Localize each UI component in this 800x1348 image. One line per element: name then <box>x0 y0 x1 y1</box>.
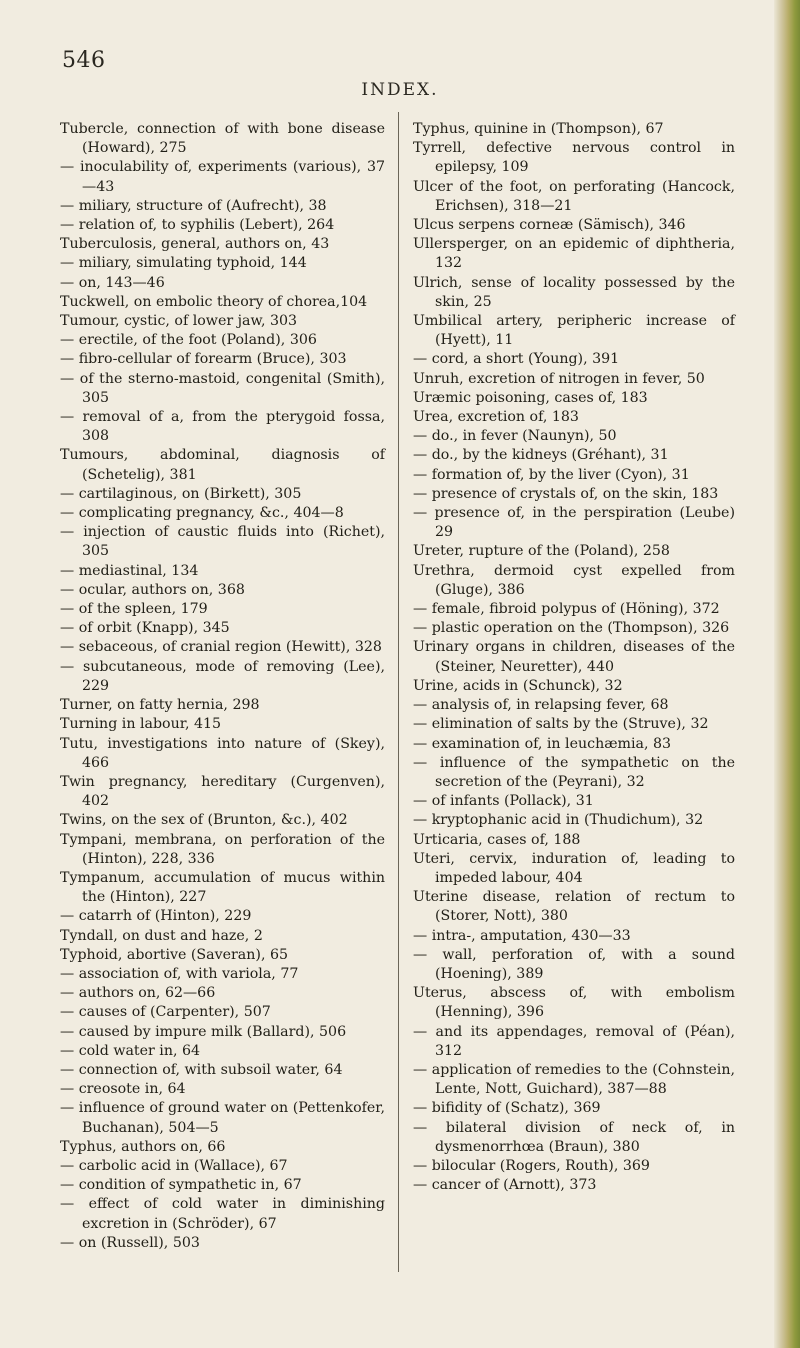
index-entry: — plastic operation on the (Thompson), 326 <box>413 620 730 637</box>
index-entry: — sebaceous, of cranial region (Hewitt), 328 <box>60 639 382 656</box>
index-entry: — association of, with variola, 77 <box>60 965 299 982</box>
index-entry: — effect of cold water in diminishing excretion in (Schröder), 67 <box>60 1196 385 1232</box>
index-entry: — caused by impure milk (Ballard), 506 <box>60 1023 347 1040</box>
index-entry: — of the sterno-mastoid, congenital (Smith), 305 <box>60 370 385 406</box>
page-number: 546 <box>62 48 106 73</box>
book-edge <box>774 0 800 1348</box>
index-entry: Typhoid, abortive (Saveran), 65 <box>60 946 289 963</box>
index-entry: — connection of, with subsoil water, 64 <box>60 1061 343 1078</box>
index-entry: Typhus, authors on, 66 <box>60 1138 226 1155</box>
index-entry: — cartilaginous, on (Birkett), 305 <box>60 485 302 502</box>
right-column <box>413 120 735 1195</box>
index-entry: Urinary organs in children, diseases of the (Steiner, Neuretter), 440 <box>413 639 735 675</box>
index-entry: Uterus, abscess of, with embolism (Henning), 396 <box>413 985 735 1021</box>
index-entry: — cold water in, 64 <box>60 1042 201 1059</box>
index-entry: — influence of ground water on (Pettenkofer, Buchanan), 504—5 <box>60 1100 385 1136</box>
index-entry: — intra-, amputation, 430—33 <box>413 927 631 944</box>
index-entry: Tumours, abdominal, diagnosis of (Schetelig), 381 <box>60 447 385 483</box>
index-entry: Tubercle, connection of with bone disease (Howard), 275 <box>60 121 385 157</box>
index-entry: — subcutaneous, mode of removing (Lee), 229 <box>60 658 385 694</box>
index-entry: Twins, on the sex of (Brunton, &c.), 402 <box>60 812 348 829</box>
index-entry: Tuckwell, on embolic theory of chorea,104 <box>60 293 368 310</box>
index-entry: — inoculability of, experiments (various), 37—43 <box>60 159 385 195</box>
index-entry: — presence of, in the perspiration (Leube) 29 <box>413 505 735 541</box>
index-entry: Typhus, quinine in (Thompson), 67 <box>413 121 664 137</box>
index-entry: — of infants (Pollack), 31 <box>413 793 594 810</box>
index-entry: — creosote in, 64 <box>60 1081 186 1098</box>
left-column <box>60 120 385 1253</box>
index-entry: Unruh, excretion of nitrogen in fever, 50 <box>413 370 705 387</box>
index-entry: — bilocular (Rogers, Routh), 369 <box>413 1157 650 1174</box>
index-entry: — do., by the kidneys (Gréhant), 31 <box>413 447 669 464</box>
index-entry: Turning in labour, 415 <box>60 716 222 733</box>
index-entry: — and its appendages, removal of (Péan), 312 <box>413 1023 735 1059</box>
index-entry: Uræmic poisoning, cases of, 183 <box>413 389 648 406</box>
index-entry: — miliary, structure of (Aufrecht), 38 <box>60 197 327 214</box>
index-entry: — application of remedies to the (Cohnstein, Lente, Nott, Guichard), 387—88 <box>413 1061 735 1098</box>
index-entry: Urticaria, cases of, 188 <box>413 831 581 848</box>
index-entry: — causes of (Carpenter), 507 <box>60 1004 271 1021</box>
index-entry: — erectile, of the foot (Poland), 306 <box>60 332 317 349</box>
index-entry: Tutu, investigations into nature of (Skey), 466 <box>60 735 385 771</box>
index-entry: Tympanum, accumulation of mucus within the (Hinton), 227 <box>60 869 385 906</box>
index-entry: Ullersperger, on an epidemic of diphtheria, 132 <box>413 236 735 272</box>
index-entry: — kryptophanic acid in (Thudichum), 32 <box>413 812 704 829</box>
index-entry: Ulcus serpens corneæ (Sämisch), 346 <box>413 217 686 234</box>
index-entry: Ureter, rupture of the (Poland), 258 <box>413 543 670 560</box>
index-entry: — presence of crystals of, on the skin, 183 <box>413 485 719 502</box>
index-entry: — catarrh of (Hinton), 229 <box>60 908 252 925</box>
index-entry: — mediastinal, 134 <box>60 562 199 579</box>
index-entry: — influence of the sympathetic on the secretion of the (Peyrani), 32 <box>413 754 735 790</box>
index-entry: Tympani, membrana, on perforation of the (Hinton), 228, 336 <box>60 831 385 867</box>
index-entry: — formation of, by the liver (Cyon), 31 <box>413 466 690 483</box>
index-entry: Tyrrell, defective nervous control in epilepsy, 109 <box>413 140 735 176</box>
index-entry: — fibro-cellular of forearm (Bruce), 303 <box>60 351 347 368</box>
index-entry: — removal of a, from the pterygoid fossa, 308 <box>60 409 385 445</box>
index-entry: — on (Russell), 503 <box>60 1234 200 1251</box>
index-entry: Urine, acids in (Schunck), 32 <box>413 677 623 694</box>
index-entry: — cancer of (Arnott), 373 <box>413 1177 597 1194</box>
index-entry: — on, 143—46 <box>60 274 165 291</box>
index-entry: — authors on, 62—66 <box>60 985 216 1002</box>
index-entry: Uterine disease, relation of rectum to (Storer, Nott), 380 <box>413 889 735 925</box>
index-entry: Twin pregnancy, hereditary (Curgenven), 402 <box>60 773 385 810</box>
index-entry: — complicating pregnancy, &c., 404—8 <box>60 505 344 522</box>
index-entry: — miliary, simulating typhoid, 144 <box>60 255 307 272</box>
index-entry: Tuberculosis, general, authors on, 43 <box>60 236 330 253</box>
index-entry: — relation of, to syphilis (Lebert), 264 <box>60 217 335 234</box>
index-entry: Umbilical artery, peripheric increase of (Hyett), 11 <box>413 313 735 349</box>
index-entry: Urethra, dermoid cyst expelled from (Gluge), 386 <box>413 562 735 598</box>
index-entry: — of the spleen, 179 <box>60 601 208 618</box>
index-entry: Urea, excretion of, 183 <box>413 409 579 426</box>
index-entry: Tumour, cystic, of lower jaw, 303 <box>60 313 298 330</box>
column-divider <box>398 112 399 1272</box>
index-entry: — cord, a short (Young), 391 <box>413 351 620 368</box>
page-title: INDEX. <box>361 80 439 100</box>
index-entry: — bifidity of (Schatz), 369 <box>413 1100 601 1117</box>
index-entry: — analysis of, in relapsing fever, 68 <box>413 697 669 714</box>
index-entry: — bilateral division of neck of, in dysmenorrhœa (Braun), 380 <box>413 1119 735 1155</box>
index-entry: — of orbit (Knapp), 345 <box>60 620 230 637</box>
index-entry: — elimination of salts by the (Struve), 32 <box>413 716 709 733</box>
index-entry: — injection of caustic fluids into (Richet), 305 <box>60 524 385 560</box>
index-entry: — wall, perforation of, with a sound (Hoening), 389 <box>413 946 735 982</box>
index-entry: — do., in fever (Naunyn), 50 <box>413 428 617 445</box>
index-entry: Ulcer of the foot, on perforating (Hancock, Erichsen), 318—21 <box>413 178 735 214</box>
index-entry: Uteri, cervix, induration of, leading to impeded labour, 404 <box>413 850 735 886</box>
index-entry: — ocular, authors on, 368 <box>60 581 245 598</box>
index-entry: Tyndall, on dust and haze, 2 <box>60 927 263 944</box>
index-entry: — examination of, in leuchæmia, 83 <box>413 735 672 752</box>
index-entry: — female, fibroid polypus of (Höning), 372 <box>413 601 720 618</box>
index-entry: Turner, on fatty hernia, 298 <box>60 697 260 714</box>
index-entry: — condition of sympathetic in, 67 <box>60 1177 302 1194</box>
index-entry: — carbolic acid in (Wallace), 67 <box>60 1157 288 1174</box>
index-entry: Ulrich, sense of locality possessed by the skin, 25 <box>413 274 735 310</box>
